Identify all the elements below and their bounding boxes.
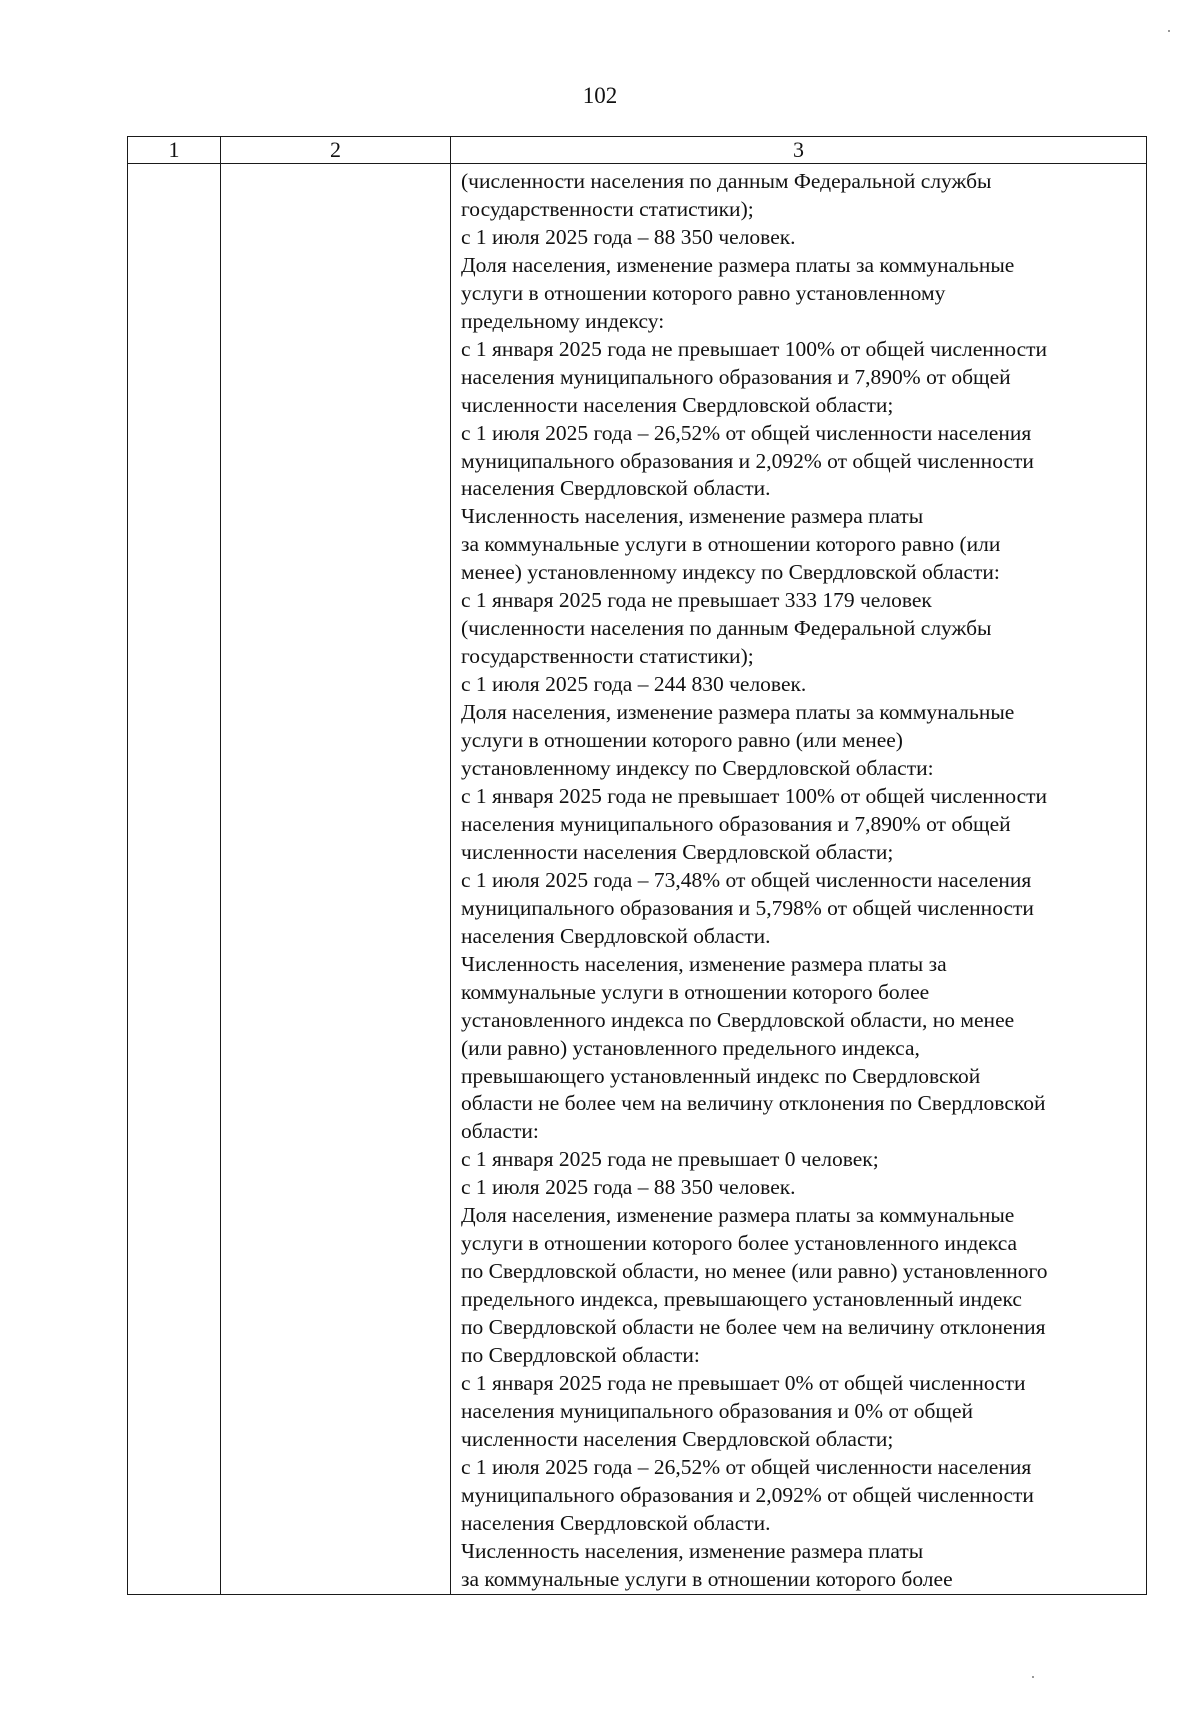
text-line: с 1 июля 2025 года – 88 350 человек. — [461, 1175, 796, 1200]
text-line: Доля населения, изменение размера платы за коммунальные — [461, 700, 1015, 725]
text-line: с 1 июля 2025 года – 244 830 человек. — [461, 672, 807, 697]
text-line: с 1 июля 2025 года – 88 350 человек. — [461, 224, 796, 249]
text-line: Численность населения, изменение размера платы за — [461, 951, 947, 976]
text-line: (или равно) установленного предельного индекса, — [461, 1035, 920, 1060]
column-header-2: 2 — [221, 137, 451, 164]
text-line: с 1 января 2025 года не превышает 100% от общей численности — [461, 336, 1048, 361]
page-number: 102 — [582, 83, 618, 108]
text-line: по Свердловской области не более чем на величину отклонения — [461, 1315, 1046, 1340]
table-header-row — [128, 137, 1147, 164]
text-line: с 1 июля 2025 года – 26,52% от общей численности населения — [461, 420, 1032, 445]
text-line: с 1 января 2025 года не превышает 333 179 человек — [461, 588, 932, 613]
column-header-1: 1 — [128, 137, 221, 164]
text-line: населения муниципального образования и 7,890% от общей — [461, 364, 1011, 389]
text-line: предельному индексу: — [461, 308, 665, 333]
text-line: с 1 июля 2025 года – 73,48% от общей численности населения — [461, 867, 1032, 892]
text-line: муниципального образования и 5,798% от общей численности — [461, 895, 1034, 920]
text-line: области не более чем на величину отклонения по Свердловской — [461, 1091, 1046, 1116]
text-line: населения муниципального образования и 7,890% от общей — [461, 811, 1011, 836]
column-2-cell — [221, 164, 451, 1595]
column-header-3: 3 — [451, 137, 1147, 164]
text-line: населения Свердловской области. — [461, 923, 771, 948]
text-line: за коммунальные услуги в отношении которого более — [461, 1566, 953, 1591]
text-line: населения Свердловской области. — [461, 476, 771, 501]
text-line: Численность населения, изменение размера платы — [461, 504, 924, 529]
text-line: коммунальные услуги в отношении которого более — [461, 979, 930, 1004]
table-row — [128, 164, 1147, 1595]
column-1-cell — [128, 164, 221, 1595]
scan-artifact — [1032, 1676, 1034, 1678]
text-line: населения Свердловской области. — [461, 1510, 771, 1535]
text-line: услуги в отношении которого равно установленному — [461, 280, 946, 305]
text-line: с 1 января 2025 года не превышает 0% от общей численности — [461, 1370, 1026, 1395]
text-line: превышающего установленный индекс по Свердловской — [461, 1063, 981, 1088]
text-line: численности населения Свердловской области; — [461, 1426, 894, 1451]
text-line: по Свердловской области, но менее (или равно) установленного — [461, 1259, 1048, 1284]
text-line: Доля населения, изменение размера платы за коммунальные — [461, 1203, 1015, 1228]
text-line: менее) установленному индексу по Свердловской области: — [461, 560, 1000, 585]
text-line: с 1 января 2025 года не превышает 100% от общей численности — [461, 783, 1048, 808]
text-line: области: — [461, 1119, 539, 1144]
text-line: численности населения Свердловской области; — [461, 839, 894, 864]
text-line: (численности населения по данным Федеральной службы — [461, 616, 992, 641]
text-line: муниципального образования и 2,092% от общей численности — [461, 448, 1034, 473]
text-line: муниципального образования и 2,092% от общей численности — [461, 1482, 1034, 1507]
text-line: государственности статистики); — [461, 196, 754, 221]
text-line: населения муниципального образования и 0% от общей — [461, 1398, 973, 1423]
column-3-cell — [451, 164, 1147, 1595]
text-line: (численности населения по данным Федеральной службы — [461, 169, 992, 193]
text-line: Доля населения, изменение размера платы за коммунальные — [461, 252, 1015, 277]
column-3-text — [451, 168, 1146, 1594]
text-line: с 1 января 2025 года не превышает 0 человек; — [461, 1147, 879, 1172]
text-line: услуги в отношении которого более установленного индекса — [461, 1231, 1018, 1256]
text-line: численности населения Свердловской области; — [461, 392, 894, 417]
scan-artifact — [1168, 30, 1170, 32]
text-line: Численность населения, изменение размера платы — [461, 1538, 924, 1563]
document-table — [127, 136, 1147, 1595]
text-line: услуги в отношении которого равно (или менее) — [461, 728, 903, 753]
text-line: установленного индекса по Свердловской области, но менее — [461, 1007, 1015, 1032]
text-line: установленному индексу по Свердловской области: — [461, 756, 934, 781]
text-line: за коммунальные услуги в отношении которого равно (или — [461, 532, 1001, 557]
text-line: государственности статистики); — [461, 644, 754, 669]
text-line: с 1 июля 2025 года – 26,52% от общей численности населения — [461, 1454, 1032, 1479]
text-line: предельного индекса, превышающего установленный индекс — [461, 1287, 1022, 1312]
text-line: по Свердловской области: — [461, 1343, 700, 1368]
